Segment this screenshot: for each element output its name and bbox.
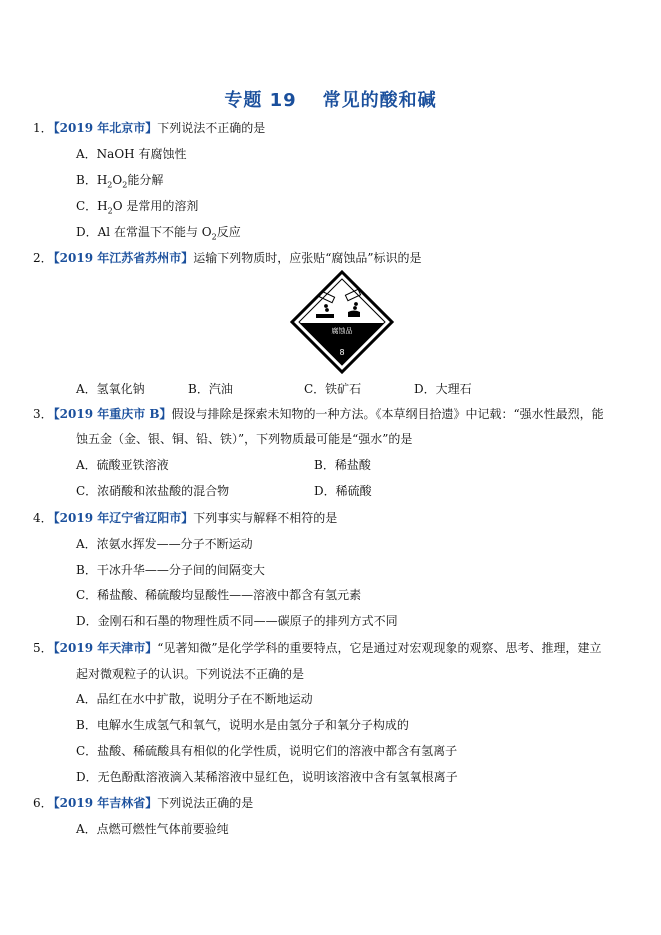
question-1-stem: 1．【2019 年北京市】下列说法不正确的是 [33,121,266,135]
question-1-option-a: A．NaOH 有腐蚀性 [76,147,187,161]
page-title [0,86,661,112]
question-3-option-b: B．稀盐酸 [314,458,371,472]
question-1-option-c: C．$H_2O$ 是常用的溶剂 [76,199,199,216]
hazard-class-number: 8 [339,348,345,357]
question-4-option-a: A．浓氨水挥发——分子不断运动 [76,537,253,551]
question-3-option-a: A．硫酸亚铁溶液 [76,458,169,472]
question-5-stem-line-1: 5．【2019 年天津市】“见著知微”是化学学科的重要特点，它是通过对宏观现象的观察、思考、推理，建立 [33,641,602,655]
question-5-option-c: C．盐酸、稀硫酸具有相似的化学性质，说明它们的溶液中都含有氢离子 [76,744,458,758]
question-4-option-b: B．干冰升华——分子间的间隔变大 [76,563,265,577]
question-5-option-d: D．无色酚酞溶液滴入某稀溶液中显红色，说明该溶液中含有氢氧根离子 [76,770,458,784]
question-2-stem: 2．【2019 年江苏省苏州市】运输下列物质时，应张贴“腐蚀品”标识的是 [33,251,422,265]
question-3-source-tag: 【2019 年重庆市 B】 [53,407,172,421]
question-1-option-b: B．$H_2O_2$能分解 [76,173,164,190]
corrosive-hazard-sign [290,270,394,374]
question-4-stem: 4．【2019 年辽宁省辽阳市】下列事实与解释不相符的是 [33,511,338,525]
question-1-option-d: D．Al 在常温下不能与 $O_2$反应 [76,225,241,242]
question-1-source-tag: 【2019 年北京市】 [53,121,158,135]
question-4-option-c: C．稀盐酸、稀硫酸均显酸性——溶液中都含有氢元素 [76,588,362,602]
question-3-stem-line-2: 蚀五金（金、银、铜、铅、铁）”，下列物质最可能是“强水”的是 [76,432,413,446]
question-3-option-d: D．稀硫酸 [314,484,372,498]
question-4-source-tag: 【2019 年辽宁省辽阳市】 [53,511,194,525]
question-2-source-tag: 【2019 年江苏省苏州市】 [53,251,194,265]
question-5-source-tag: 【2019 年天津市】 [53,641,158,655]
question-2-option-c: C．铁矿石 [304,382,362,396]
question-3-stem-line-1: 3．【2019 年重庆市 B】假设与排除是探索未知物的一种方法。《本草纲目拾遗》中记载：“强水性最烈，能 [33,407,604,421]
hazard-sign-label: 腐蚀品 [331,327,353,335]
question-6-source-tag: 【2019 年吉林省】 [53,796,158,810]
question-4-option-d: D．金刚石和石墨的物理性质不同——碳原子的排列方式不同 [76,614,398,628]
question-6-option-a: A．点燃可燃性气体前要验纯 [76,822,229,836]
question-6-stem: 6．【2019 年吉林省】下列说法正确的是 [33,796,254,810]
title-topic-name: 常见的酸和碱 [322,90,437,111]
question-3-option-c: C．浓硝酸和浓盐酸的混合物 [76,484,230,498]
question-5-stem-line-2: 起对微观粒子的认识。下列说法不正确的是 [76,667,305,681]
question-5-option-b: B．电解水生成氢气和氧气，说明水是由氢分子和氧分子构成的 [76,718,409,732]
question-2-option-d: D．大理石 [414,382,472,396]
question-2-option-b: B．汽油 [188,382,233,396]
title-topic-number: 专题 19 [224,90,297,111]
question-5-option-a: A．品红在水中扩散，说明分子在不断地运动 [76,692,313,706]
question-2-option-a: A．氢氧化钠 [76,382,145,396]
